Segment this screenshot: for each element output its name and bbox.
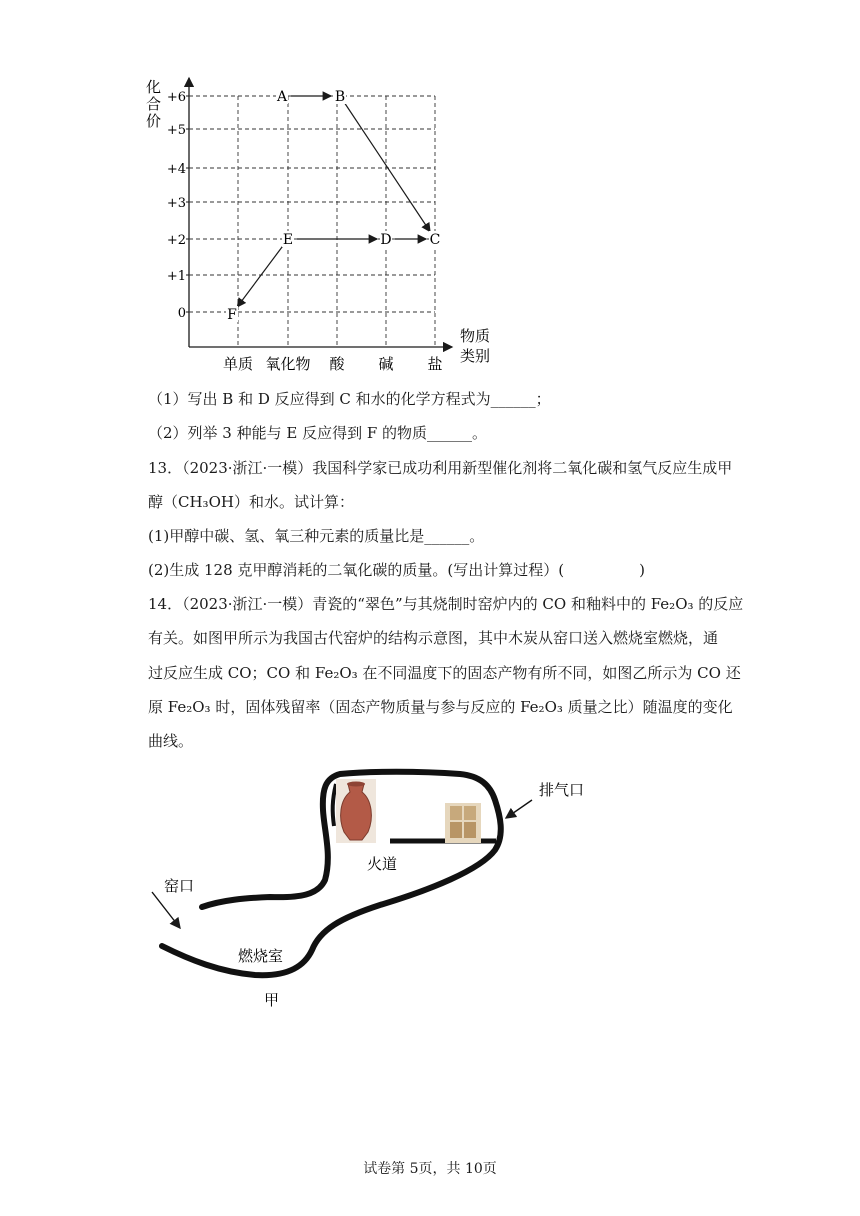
x-tick-label: 碱 [378,355,394,372]
kiln-mouth-label: 窑口 [164,877,195,895]
y-tick-label: +1 [166,269,186,284]
y-tick-label: +2 [166,233,186,248]
point-labels [226,88,441,323]
q14-stem-line4: 原 Fe₂O₃ 时，固体残留率（固态产物质量与参与反应的 Fe₂O₃ 质量之比）随温度的变化 [148,698,733,716]
point-label-C: C [429,232,441,248]
point-label-B: B [334,89,346,105]
y-tick-label: 0 [177,306,186,321]
combustion-chamber-label: 燃烧室 [238,947,284,965]
x-tick-label: 氧化物 [265,355,311,372]
kiln-mouth-arrow [152,892,180,928]
saggar-stack-icon [445,803,481,843]
y-tick-label: +3 [166,196,186,211]
x-axis-title: 物质类别 [460,327,491,365]
q13-stem-line1: 13．（2023·浙江·一模）我国科学家已成功利用新型催化剂将二氧化碳和氢气反应生成甲 [148,459,733,477]
exhaust-label: 排气口 [539,781,585,799]
point-label-D: D [380,232,392,248]
exhaust-arrow [506,800,532,818]
x-tick-label: 单质 [222,355,254,372]
point-label-F: F [227,307,237,323]
grid-lines [189,96,435,347]
q12-part1: （1）写出 B 和 D 反应得到 C 和水的化学方程式为______； [148,390,551,408]
y-tick-label: +5 [166,123,186,138]
point-label-E: E [282,232,294,248]
valence-chart [140,72,510,372]
page-footer: 试卷第 5页，共 10页 [363,1161,497,1177]
kiln-inner-liner [333,784,336,826]
figure-caption-jia: 甲 [264,991,280,1009]
vase-icon [336,779,376,843]
q14-stem-line5: 曲线。 [148,732,194,750]
q14-stem-line1: 14．（2023·浙江·一模）青瓷的“翠色”与其烧制时窑炉内的 CO 和釉料中的 Fe₂O₃ 的反应 [148,595,744,613]
flue-label: 火道 [367,855,398,873]
q12-part2: （2）列举 3 种能与 E 反应得到 F 的物质______。 [148,424,488,442]
q14-stem-line3: 过反应生成 CO；CO 和 Fe₂O₃ 在不同温度下的固态产物有所不同，如图乙所示为 CO 还 [148,664,741,682]
x-tick-labels [223,355,443,372]
y-axis-title: 化合价 [146,78,162,130]
q14-stem-line2: 有关。如图甲所示为我国古代窑炉的结构示意图，其中木炭从窑口送入燃烧室燃烧，通 [148,629,719,647]
q13-part1: (1)甲醇中碳、氢、氧三种元素的质量比是______。 [148,527,485,545]
y-tick-labels [167,90,189,321]
point-label-A: A [276,89,288,105]
x-tick-label: 盐 [427,355,443,372]
q13-stem-line2: 醇（CH₃OH）和水。试计算： [148,493,354,511]
kiln-diagram [140,760,600,1020]
y-tick-label: +4 [166,162,186,177]
x-tick-label: 酸 [329,355,345,372]
q13-part2: (2)生成 128 克甲醇消耗的二氧化碳的质量。(写出计算过程）( ) [148,561,645,579]
y-tick-label: +6 [166,90,186,105]
reaction-arrow-E-F [237,246,282,307]
reaction-arrow-B-C [345,103,430,231]
